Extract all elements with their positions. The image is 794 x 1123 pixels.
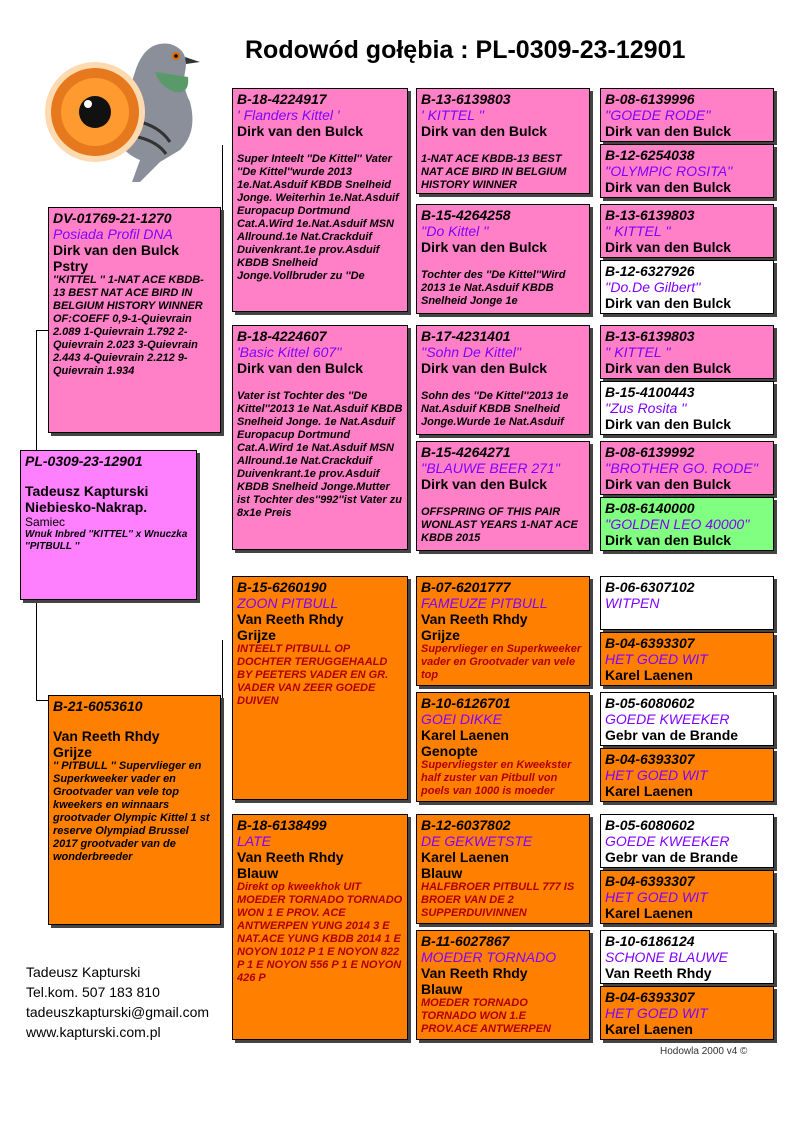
ancestor-note: OFFSPRING OF THIS PAIR WONLAST YEARS 1-NAT ACE KBDB 2015 — [421, 506, 578, 544]
ancestor-ring: B-12-6254038 — [605, 147, 695, 163]
ancestor-name: ''OLYMPIC ROSITA'' — [605, 163, 733, 179]
ancestor-card-g4 — [600, 870, 774, 924]
ancestor-card-g4 — [600, 325, 774, 379]
ancestor-card-g3 — [416, 325, 590, 435]
ancestor-ring: B-04-6393307 — [605, 635, 695, 651]
ancestor-name: ''Sohn De Kittel'' — [421, 344, 522, 360]
pigeon-eye-logo — [40, 32, 200, 182]
ancestor-ring: B-08-6139992 — [605, 444, 695, 460]
ancestor-name: DE GEKWETSTE — [421, 833, 533, 849]
ancestor-ring: B-11-6027867 — [421, 933, 510, 949]
ancestor-name: HET GOED WIT — [605, 1005, 708, 1021]
ancestor-card-g4 — [600, 260, 774, 314]
ancestor-name: LATE — [237, 833, 271, 849]
sire-color: Pstry — [53, 258, 89, 274]
ancestor-ring: B-15-6260190 — [237, 579, 327, 595]
dam-breeder: Van Reeth Rhdy — [53, 728, 160, 744]
ancestor-card-g3 — [416, 930, 590, 1040]
ancestor-name: ZOON PITBULL — [237, 595, 339, 611]
subject-sex: Samiec — [25, 515, 66, 529]
ancestor-ring: B-15-4100443 — [605, 384, 695, 400]
ancestor-name: '' KITTEL '' — [605, 223, 671, 239]
ancestor-note: Vater ist Tochter des ''De Kittel''2013 1e Nat.Asduif KBDB Snelheid Jonge. 1e Nat.Asduif Europacup Dortmund Cat.A.Wird 1e Nat.Asduif MSN Allround.1e Nat.Crackduif Duivenkrant.1e prov.Asduif KBDB Snelheid Jonge.Mutter ist Tochter des''992''ist Vater zu 8x1e Preis — [237, 390, 403, 519]
ancestor-ring: B-04-6393307 — [605, 873, 695, 889]
ancestor-breeder: Dirk van den Bulck — [421, 123, 548, 139]
ancestor-name: '' KITTEL '' — [605, 344, 671, 360]
ancestor-ring: B-18-4224607 — [237, 328, 327, 344]
ancestor-ring: B-10-6186124 — [605, 933, 695, 949]
ancestor-ring: B-12-6037802 — [421, 817, 511, 833]
ancestor-name: ''Zus Rosita '' — [605, 400, 687, 416]
ancestor-ring: B-17-4231401 — [421, 328, 511, 344]
ancestor-ring: B-12-6327926 — [605, 263, 695, 279]
ancestor-note: Super Inteelt ''De Kittel'' Vater ''De Kittel''wurde 2013 1e.Nat.Asduif KBDB Snelheid Jonge. Weiterhin 1e.Nat.Asduif Europacup Dortmund Cat.A.Wird 1e.Nat.Asduif MSN Allround.1e Nat.Crackduif Duivenkrant.1e prov.Asduif KBDB Snelheid Jonge.Vollbruder zu ''De — [237, 153, 399, 282]
ancestor-breeder: Van Reeth Rhdy — [421, 611, 528, 627]
ancestor-name: ' KITTEL '' — [421, 107, 484, 123]
contact-block — [26, 962, 209, 1042]
ancestor-breeder: Dirk van den Bulck — [421, 239, 548, 255]
ancestor-breeder: Dirk van den Bulck — [421, 360, 548, 376]
owner-email[interactable]: tadeuszkapturski@gmail.com — [26, 1004, 210, 1020]
ancestor-breeder: Karel Laenen — [605, 667, 693, 683]
ancestor-card-g2 — [232, 576, 408, 800]
ancestor-card-g3 — [416, 692, 590, 802]
ancestor-card-g2 — [232, 814, 408, 1040]
ancestor-note: MOEDER TORNADO TORNADO WON 1.E PROV.ACE ANTWERPEN — [421, 997, 551, 1035]
ancestor-color: Blauw — [421, 865, 463, 881]
ancestor-ring: B-13-6139803 — [605, 328, 695, 344]
ancestor-ring: B-04-6393307 — [605, 989, 695, 1005]
ancestor-card-g4 — [600, 441, 774, 495]
ancestor-ring: B-08-6140000 — [605, 500, 695, 516]
ancestor-breeder: Van Reeth Rhdy — [605, 965, 712, 981]
ancestor-ring: B-10-6126701 — [421, 695, 511, 711]
connector-line — [36, 700, 48, 701]
ancestor-breeder: Van Reeth Rhdy — [237, 611, 344, 627]
subject-ring: PL-0309-23-12901 — [25, 453, 143, 469]
ancestor-card-g2 — [232, 325, 408, 550]
ancestor-name: 'Basic Kittel 607'' — [237, 344, 342, 360]
ancestor-card-g4 — [600, 204, 774, 258]
ancestor-breeder: Karel Laenen — [421, 727, 509, 743]
ancestor-name: GOEDE KWEEKER — [605, 833, 730, 849]
ancestor-card-g4 — [600, 748, 774, 802]
ancestor-name: ''Do.De Gilbert'' — [605, 279, 701, 295]
ancestor-breeder: Dirk van den Bulck — [605, 295, 732, 311]
dam-card — [48, 695, 221, 925]
ancestor-name: WITPEN — [605, 595, 660, 611]
ancestor-breeder: Gebr van de Brande — [605, 727, 739, 743]
ancestor-ring: B-05-6080602 — [605, 817, 695, 833]
ancestor-name: HET GOED WIT — [605, 651, 708, 667]
ancestor-card-g4 — [600, 88, 774, 142]
ancestor-ring: B-06-6307102 — [605, 579, 695, 595]
ancestor-card-g4 — [600, 814, 774, 868]
ancestor-card-g3 — [416, 814, 590, 924]
dam-ring: B-21-6053610 — [53, 698, 143, 714]
sire-breeder: Dirk van den Bulck — [53, 242, 180, 258]
ancestor-ring: B-05-6080602 — [605, 695, 695, 711]
ancestor-breeder: Dirk van den Bulck — [605, 239, 732, 255]
ancestor-breeder: Dirk van den Bulck — [605, 123, 732, 139]
ancestor-ring: B-08-6139996 — [605, 91, 695, 107]
ancestor-card-g3 — [416, 204, 590, 314]
ancestor-name: ''GOLDEN LEO 40000'' — [605, 516, 750, 532]
ancestor-breeder: Karel Laenen — [605, 783, 693, 799]
ancestor-ring: B-13-6139803 — [605, 207, 695, 223]
sire-ring: DV-01769-21-1270 — [53, 210, 172, 226]
ancestor-card-g3 — [416, 576, 590, 686]
ancestor-breeder: Van Reeth Rhdy — [237, 849, 344, 865]
ancestor-note: Direkt op kweekhok UIT MOEDER TORNADO TORNADO WON 1 E PROV. ACE ANTWERPEN YUNG 2014 3 E NAT.ACE YUNG KBDB 2014 1 E NOYON 1012 P 1 E NOYON 822 P 1 E NOYON 556 P 1 E NOYON 426 P — [237, 881, 403, 984]
ancestor-ring: B-15-4264258 — [421, 207, 511, 223]
ancestor-color: Grijze — [421, 627, 460, 643]
subject-card — [20, 450, 197, 600]
ancestor-ring: B-18-4224917 — [237, 91, 327, 107]
ancestor-breeder: Dirk van den Bulck — [605, 179, 732, 195]
ancestor-card-g4 — [600, 576, 774, 630]
sire-note: ''KITTEL '' 1-NAT ACE KBDB-13 BEST NAT ACE BIRD IN BELGIUM HISTORY WINNER OF:COEFF 0,9-1-Quievrain 2.089 1-Quievrain 1.792 2-Quievrain 2.023 3-Quievrain 2.443 4-Quievrain 2.212 9-Quievrain 1.934 — [53, 274, 204, 377]
page-title: Rodowód gołębia : PL-0309-23-12901 — [245, 36, 686, 64]
ancestor-ring: B-15-4264271 — [421, 444, 511, 460]
ancestor-breeder: Gebr van de Brande — [605, 849, 739, 865]
ancestor-breeder: Karel Laenen — [605, 1021, 693, 1037]
connector-line — [36, 330, 37, 450]
ancestor-note: 1-NAT ACE KBDB-13 BEST NAT ACE BIRD IN BELGIUM HISTORY WINNER — [421, 153, 567, 191]
ancestor-note: Supervlieger en Superkweeker vader en Grootvader van vele top — [421, 643, 582, 681]
connector-line — [222, 640, 223, 910]
ancestor-name: ''BROTHER GO. RODE'' — [605, 460, 759, 476]
ancestor-breeder: Dirk van den Bulck — [605, 416, 732, 432]
owner-website[interactable]: www.kapturski.com.pl — [26, 1024, 161, 1040]
ancestor-name: ''BLAUWE BEER 271'' — [421, 460, 561, 476]
ancestor-color: Blauw — [421, 981, 463, 997]
ancestor-breeder: Dirk van den Bulck — [237, 360, 364, 376]
ancestor-breeder: Dirk van den Bulck — [421, 476, 548, 492]
ancestor-breeder: Dirk van den Bulck — [237, 123, 364, 139]
ancestor-name: FAMEUZE PITBULL — [421, 595, 548, 611]
ancestor-name: HET GOED WIT — [605, 889, 708, 905]
ancestor-breeder: Dirk van den Bulck — [605, 360, 732, 376]
ancestor-note: Supervliegster en Kweekster half zuster van Pitbull von poels van 1000 is moeder — [421, 759, 572, 797]
ancestor-name: ' Flanders Kittel ' — [237, 107, 340, 123]
ancestor-color: Blauw — [237, 865, 279, 881]
ancestor-card-g4 — [600, 986, 774, 1040]
ancestor-name: HET GOED WIT — [605, 767, 708, 783]
ancestor-card-g4 — [600, 692, 774, 746]
ancestor-name: ''Do Kittel '' — [421, 223, 489, 239]
ancestor-name: SCHONE BLAUWE — [605, 949, 728, 965]
ancestor-name: GOEDE KWEEKER — [605, 711, 730, 727]
ancestor-note: Tochter des ''De Kittel''Wird 2013 1e Nat.Asduif KBDB Snelheid Jonge 1e — [421, 269, 566, 307]
software-credit: Hodowla 2000 v4 © — [660, 1046, 748, 1057]
ancestor-card-g4 — [600, 144, 774, 198]
ancestor-name: GOEI DIKKE — [421, 711, 502, 727]
ancestor-color: Genopte — [421, 743, 478, 759]
sire-card — [48, 207, 221, 433]
ancestor-note: HALFBROER PITBULL 777 IS BROER VAN DE 2 SUPPERDUIVINNEN — [421, 881, 575, 919]
ancestor-ring: B-04-6393307 — [605, 751, 695, 767]
ancestor-name: MOEDER TORNADO — [421, 949, 557, 965]
dam-color: Grijze — [53, 744, 92, 760]
ancestor-name: ''GOEDE RODE'' — [605, 107, 711, 123]
ancestor-card-g4 — [600, 930, 774, 984]
ancestor-card-g4 — [600, 632, 774, 686]
ancestor-card-g4 — [600, 497, 774, 551]
ancestor-card-g2 — [232, 88, 408, 312]
ancestor-color: Grijze — [237, 627, 276, 643]
dam-note: '' PITBULL '' Supervlieger en Superkweeker vader en Grootvader van vele top kweekers en winnaars grootvader Olympic Kittel 1 st reserve Olympiad Brussel 2017 grootvader van de wonderbreeder — [53, 760, 210, 863]
connector-line — [222, 145, 223, 435]
ancestor-breeder: Dirk van den Bulck — [605, 476, 732, 492]
ancestor-breeder: Karel Laenen — [605, 905, 693, 921]
subject-note: Wnuk Inbred ''KITTEL'' x Wnuczka ''PITBULL '' — [25, 529, 188, 552]
connector-line — [36, 330, 48, 331]
ancestor-ring: B-18-6138499 — [237, 817, 327, 833]
ancestor-note: INTEELT PITBULL OP DOCHTER TERUGGEHAALD BY PEETERS VADER EN GR. VADER VAN ZEER GOEDE DUIVEN — [237, 643, 389, 707]
ancestor-ring: B-07-6201777 — [421, 579, 511, 595]
owner-phone: Tel.kom. 507 183 810 — [26, 984, 160, 1000]
ancestor-card-g3 — [416, 88, 590, 194]
ancestor-breeder: Van Reeth Rhdy — [421, 965, 528, 981]
sire-name: Posiada Profil DNA — [53, 226, 173, 242]
ancestor-breeder: Dirk van den Bulck — [605, 532, 732, 548]
ancestor-card-g3 — [416, 441, 590, 551]
connector-line — [36, 600, 37, 700]
ancestor-card-g4 — [600, 381, 774, 435]
owner-name: Tadeusz Kapturski — [26, 964, 141, 980]
ancestor-note: Sohn des ''De Kittel''2013 1e Nat.Asduif KBDB Snelheid Jonge.Wurde 1e Nat.Asduif — [421, 390, 569, 428]
subject-color: Niebiesko-Nakrap. — [25, 499, 148, 515]
ancestor-breeder: Karel Laenen — [421, 849, 509, 865]
subject-owner: Tadeusz Kapturski — [25, 483, 149, 499]
ancestor-ring: B-13-6139803 — [421, 91, 511, 107]
